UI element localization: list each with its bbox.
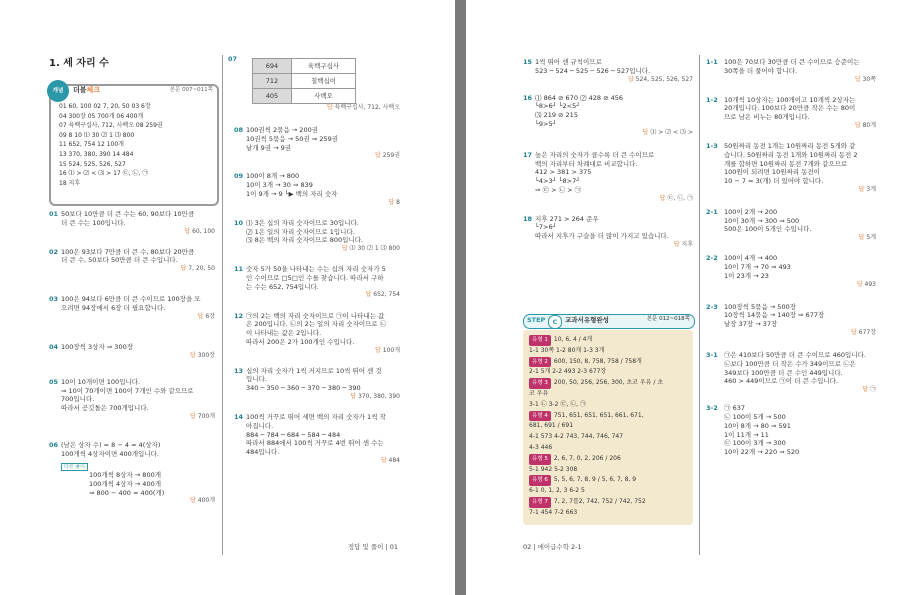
answer: 답 370, 380, 390 [246,393,400,401]
solution-line: 따라서 지후가 구슬을 더 많이 가지고 있습니다. [535,232,669,241]
step-row-text: 코 우유 [529,389,549,397]
question-body [61,295,215,321]
question-item [234,367,400,401]
step-row-text: 2, 6, 7, 0, 2, 206 / 206 [553,454,621,462]
solution-line: 100이 2개 → 200 [724,207,778,216]
step-type-tag: 유형 5 [529,454,551,465]
q07-number: 07 [228,55,238,63]
step-row [529,443,689,454]
solution-line: 50보다 10만큼 더 큰 수는 60, 90보다 10만큼 [61,210,195,218]
step-type-tag: 유형 6 [529,475,551,486]
question-item [234,265,400,299]
solution-line: 340 ─ 350 ─ 360 ─ 370 ─ 380 ─ 390 [246,384,361,393]
right-page [466,0,921,595]
question-number: 13 [234,366,244,375]
answer: 답 ㉢, ㉡, ㉠ [535,195,693,203]
answer: 답 6장 [61,313,215,321]
solution-line: 10이 22개 → 220 ⇒ 520 [724,448,800,457]
question-item [523,94,693,137]
question-body [535,215,693,249]
answer: 답 8 [246,199,400,207]
solution-line: 10개씩 10상자는 100개이고 10개씩 2상자는 [724,95,856,104]
answer: 답 3개 [724,186,876,194]
step-type-tag: 유형 1 [529,335,551,346]
step-row [529,475,689,486]
page-footer-right: 02 | 에이급수학 2-1 [523,543,582,552]
solution-line: ㉢ 100이 3개 → 300 [724,439,786,448]
question-body [724,254,876,288]
question-item [49,441,215,506]
solution-line: ⑶ 8은 백의 자리 숫자이므로 800입니다. [246,236,364,245]
table-cell-number: 712 [253,74,292,89]
answer: 답 484 [246,457,400,465]
question-body [246,172,400,206]
solution-line: 이 나타내는 값은 2입니다. [246,329,322,338]
step-circle: C [548,315,562,329]
solution-line: ㉠은 410보다 50만큼 더 큰 수이므로 460입니다. [724,351,866,360]
solution-line: 10이 8개 → 80 ⇒ 591 [724,421,791,430]
step-row [529,357,689,368]
answer: 답 100개 [246,347,400,355]
answer: 답 60, 100 [61,228,215,236]
question-item [523,151,693,203]
solution-line: 100은 70보다 30만큼 더 큰 수이므로 승준이는 [724,58,860,66]
solution-line: 으려면 94장에서 6장 더 필요합니다. [61,304,166,313]
question-body [61,441,215,506]
solution-line: 따라서 884에서 100씩 거꾸로 4번 뛰어 센 수는 [246,439,384,448]
review-box [49,84,219,206]
question-item [706,58,876,84]
review-ref: 본문 007~011쪽 [169,87,213,93]
solution-line: 412 > 381 > 375 [535,168,592,177]
section-title: 1. 세 자리 수 [49,58,109,69]
answer: 답 5개 [724,234,876,242]
step-label: STEP [527,316,546,324]
column-divider [222,55,223,555]
solution-line: └9>5┘ [535,119,557,128]
table-cell-number: 694 [253,59,292,74]
question-item [706,303,876,337]
solution-line: 10이 3개 → 30 ⇒ 839 [246,181,313,190]
question-item [234,413,400,465]
step-row [529,432,689,443]
solution-line: └4>3┘ └8>7┘ [535,177,581,186]
alt-solution-line: 100개씩 8상자 → 800개 [89,471,161,480]
question-item [706,142,876,194]
table-cell-word: 칠백십이 [292,74,356,89]
question-body [246,219,400,253]
solution-line: 100원이 되려면 10원짜리 동전이 [724,168,820,177]
solution-line: 10이 7개 → 70 ⇒ 493 [724,263,791,272]
step-type-tag: 유형 2 [529,357,551,368]
question-body [61,210,215,236]
question-body [724,96,876,130]
solution-line: ⑴ 3은 십의 자리 숫자이므로 30입니다. [246,218,359,227]
question-item [706,254,876,288]
review-line: 11 652, 754 12 100개 [59,141,124,149]
solution-line: 460 > 449이므로 ㉠이 더 큰 수입니다. [724,377,839,386]
answer: 답 259권 [246,152,400,160]
solution-line: ㉡ 100이 5개 → 500 [724,413,786,422]
step-box [523,330,693,525]
step-row-text: 751, 651, 651, 651, 661, 671, [553,411,644,419]
solution-line: 100개씩 4상자이면 400개입니다. [61,449,159,458]
step-row-text: 4-3 446 [529,443,553,451]
table-cell-word: 사백오 [292,89,356,104]
step-type-tag: 유형 7 [529,497,551,508]
question-number: 17 [523,150,533,159]
solution-line: └7>6┘ [535,223,557,232]
answer: 답 ⑴ > ⑵ < ⑶ > [535,129,693,137]
step-row [529,378,689,389]
right-column-1 [523,58,693,257]
question-number: 09 [234,172,244,181]
review-label-a: 더블 [73,86,87,94]
question-item [234,126,400,160]
question-body [246,413,400,465]
solution-line: 484입니다. [246,448,280,457]
question-item [706,351,876,394]
question-number: 2-3 [706,302,718,311]
alt-solution-line: ⇒ 800 − 400 = 400(개) [89,488,165,497]
question-number: 04 [49,342,59,351]
step-row [529,411,689,422]
question-item [523,215,693,249]
solution-line: 349보다 100만큼 더 큰 수인 449입니다. [724,368,843,377]
solution-line: 10이 30개 → 300 ⇒ 500 [724,216,800,225]
left-column-2 [234,126,400,473]
column-divider [699,55,700,555]
solution-line: 개를 합하면 10원짜리 동전 7개와 같으므로 [724,159,848,168]
step-row-text: 600, 150, 8, 758, 758 / 758개 [553,357,642,365]
question-number: 01 [49,210,59,218]
left-page [0,0,455,595]
left-column-1 [49,210,215,514]
solution-line: 아집니다. [246,421,274,430]
review-line: 13 370, 380, 390 14 484 [59,150,134,158]
review-answers [59,102,215,188]
solution-line: 은 200입니다. ㉡의 2는 일의 자리 숫자이므로 ㉡ [246,320,387,329]
step-row-text: 6-1 0, 1, 2, 3 6-2 5 [529,487,585,495]
solution-line: 습니다. 50원짜리 동전 1개와 10원짜리 동전 2 [724,150,858,159]
table-row [253,89,356,104]
solution-line: 30쪽을 더 풀어야 합니다. [724,66,798,75]
solution-line: 는 수는 652, 754입니다. [246,282,319,291]
answer: 답 80개 [724,122,876,130]
solution-line: 1이 9개 → 9 └▶ 백의 자리 숫자 [246,189,338,198]
step-row [529,400,689,411]
solution-line: 100은 93보다 7만큼 더 큰 수, 80보다 20만큼 [61,247,195,256]
solution-line: └8>6┘ └2<5┘ [535,102,581,111]
question-number: 1-2 [706,95,718,104]
solution-line: 100이 8개 → 800 [246,172,300,181]
solution-line: ㉠ 637 [724,404,745,413]
question-number: 1-3 [706,142,718,151]
question-number: 15 [523,58,533,66]
step-header [523,314,695,329]
table-row [253,74,356,89]
question-number: 02 [49,247,59,256]
question-body [724,58,876,84]
question-body [724,351,876,394]
step-row-text: 5-1 942 5-2 308 [529,465,578,473]
solution-line: 20개입니다. 100보다 20만큼 작은 수는 80이 [724,104,856,113]
solution-line: 500은 100이 5개인 수입니다. [724,225,812,234]
solution-line: 100장씩 5묶음 → 500장 [724,302,796,311]
question-number: 12 [234,311,244,320]
answer: 답 677장 [724,329,876,337]
question-number: 03 [49,295,59,304]
solution-line: 884 ─ 784 ─ 684 ─ 584 ─ 484 [246,430,341,439]
review-line: 16 ⑴ > ⑵ < ⑶ > 17 ㉢, ㉡, ㉠ [59,170,149,178]
review-line: 07 육백구십사, 712, 사백오 08 259권 [59,122,163,130]
step-type-tag: 유형 4 [529,411,551,422]
answer: 답 400개 [61,497,215,505]
question-body [535,94,693,137]
page-footer-left: 정답 및 풀이 | 01 [347,543,398,552]
step-row-text: 7-1 454 7-2 663 [529,508,578,516]
answer: 답 ㉠ [724,386,876,394]
answer: 답 30쪽 [724,76,876,84]
answer: 답 652, 754 [246,291,400,299]
solution-line: 10 − 7 = 3(개) 더 있어야 합니다. [724,177,824,186]
question-number: 2-2 [706,254,718,263]
solution-line: 10이 10개이면 100입니다. [61,377,141,386]
solution-line: 십의 자리 숫자가 1씩 커지므로 10씩 뛰어 센 것 [246,366,382,375]
solution-line: 숫자 5가 50을 나타내는 수는 십의 자리 숫자가 5 [246,265,386,274]
step-row [529,389,689,400]
question-body [246,312,400,355]
question-number: 16 [523,93,533,102]
question-number: 14 [234,413,244,422]
question-body [61,248,215,274]
solution-line: 523 ─ 524 ─ 525 ─ 526 ─ 527입니다. [535,66,651,75]
solution-line: 10장씩 14묶음 → 140장 ⇒ 677장 [724,311,825,320]
question-number: 18 [523,214,533,223]
step-row-text: 4-1 573 4-2 743, 744, 746, 747 [529,433,624,441]
question-body [246,367,400,401]
solution-line: 입니다. [246,375,267,384]
answer: 답 ⑴ 30 ⑵ 1 ⑶ 800 [246,245,400,253]
question-body [535,151,693,203]
solution-line: 100권씩 2묶음 → 200권 [246,126,318,134]
step-title: 교과서유형완성 [565,316,609,324]
review-label-b: 체크 [86,86,101,94]
question-item [523,58,693,84]
solution-line: 1씩 뛰어 센 규칙이므로 [535,58,602,66]
step-row-text: 3-1 ㉡ 3-2 ㉢, ㉡, ㉠ [529,400,586,408]
solution-line: 더 큰 수는 100입니다. [61,218,126,227]
solution-line: 100이 4개 → 400 [724,254,778,263]
answer-table [252,58,356,104]
solution-line: ㉡보다 100만큼 더 작은 수가 349이므로 ㉡은 [724,359,856,368]
review-line: 18 지후 [59,179,81,187]
review-line: 04 300장 05 700개 06 400개 [59,112,144,120]
question-number: 08 [234,126,244,134]
solution-line: 10권씩 5묶음 → 50권 ⇒ 259권 [246,134,338,143]
review-line: 09 8 10 ⑴ 30 ⑵ 1 ⑶ 800 [59,131,135,139]
solution-line: 백의 자리부터 차례대로 비교합니다. [535,159,638,168]
solution-line: 50원짜리 동전 1개는 10원짜리 동전 5개와 같 [724,142,856,151]
table-cell-number: 405 [253,89,292,104]
solution-line: 므로 남은 비누는 80개입니다. [724,113,810,122]
question-body [724,208,876,242]
solution-line: ⇒ 10이 70개이면 100이 7개인 수와 같으므로 [61,386,194,395]
solution-line: 100씩 거꾸로 뛰어 세면 백의 자리 숫자가 1씩 작 [246,413,386,422]
question-number: 11 [234,265,244,274]
right-column-2 [706,58,876,465]
answer: 답 493 [724,281,876,289]
question-item [49,295,215,321]
solution-line: ㉠의 2는 백의 자리 숫자이므로 ㉠이 나타내는 값 [246,311,385,320]
step-row-text: 7, 2, 7를2, 742, 752 / 742, 752 [553,497,646,505]
question-item [234,312,400,355]
question-number: 3-2 [706,404,718,413]
question-item [234,219,400,253]
question-item [49,210,215,236]
solution-line: 낱장 37장 → 37장 [724,320,778,329]
question-item [49,343,215,360]
question-body [61,343,215,360]
solution-line: 인 수이므로 □5□인 수를 찾습니다. 따라서 구하 [246,273,384,282]
table-cell-word: 육백구십사 [292,59,356,74]
answer: 답 지후 [535,241,693,249]
solution-line: ⑶ 219 ⊘ 215 [535,111,578,120]
question-number: 3-1 [706,351,718,360]
step-ref: 본문 012~018쪽 [646,316,690,322]
step-row [529,367,689,378]
solution-line: ⑵ 1은 일의 자리 숫자이므로 1입니다. [246,227,355,236]
question-body [246,126,400,160]
alt-solution [61,462,215,497]
step-row-text: 5, 5, 6, 7, 8, 9 / 5, 6, 7, 8, 9 [553,476,637,484]
step-row-text: 681, 691 / 691 [529,422,574,430]
question-number: 1-1 [706,58,718,66]
q07-answer: 답 육백구십사, 712, 사백오 [240,104,400,112]
solution-line: ⑴ 864 ⊘ 670 ⑵ 428 ⊘ 456 [535,93,623,102]
question-number: 06 [49,440,59,449]
alt-solution-line: 100개씩 4상자 → 400개 [89,479,161,488]
question-number: 10 [234,218,244,227]
solution-line: 낱개 9권 → 9권 [246,143,292,152]
solution-line: 높은 자리의 숫자가 클수록 더 큰 수이므로 [535,150,655,159]
solution-line: (남은 상자 수) = 8 − 4 = 4(상자) [61,440,161,449]
solution-line: 700입니다. [61,395,95,404]
step-row [529,497,689,508]
question-body [724,142,876,194]
step-row [529,346,689,357]
question-body [724,404,876,457]
question-number: 05 [49,377,59,386]
solution-line: 100은 94보다 6만큼 더 큰 수이므로 100장을 모 [61,295,201,304]
step-row [529,465,689,476]
step-row [529,335,689,346]
alt-solution-tag: 다른 풀이 [61,463,88,471]
solution-line: 100장씩 3상자 ⇒ 300장 [61,342,133,351]
question-item [706,96,876,130]
answer: 답 524, 525, 526, 527 [535,76,693,84]
question-item [49,378,215,421]
question-body [535,58,693,84]
step-row [529,486,689,497]
step-row-text: 10, 6, 4 / 4개 [553,336,593,343]
step-row-text: 1-1 30쪽 1-2 80개 1-3 3개 [529,346,605,354]
solution-line: 따라서 200은 2가 100개인 수입니다. [246,337,355,346]
step-row-text: 200, 50, 256, 256, 300, 초코 우유 / 초 [553,379,664,387]
table-row [253,59,356,74]
review-line: 15 524, 525, 526, 527 [59,160,126,168]
step-row-text: 2-1 5개 2-2 493 2-3 677장 [529,368,607,376]
answer: 답 7, 20, 50 [61,265,215,273]
question-item [49,248,215,274]
step-row [529,454,689,465]
solution-line: 따라서 공깃돌은 700개입니다. [61,404,149,413]
step-type-tag: 유형 3 [529,378,551,389]
concept-badge: 개념 [47,80,69,102]
step-row [529,421,689,432]
question-body [61,378,215,421]
solution-line: 1이 11개 → 11 [724,430,769,439]
answer: 답 700개 [61,413,215,421]
solution-line: 1이 23개 → 23 [724,271,769,280]
solution-line: 더 큰 수, 50보다 50만큼 더 큰 수입니다. [61,256,178,265]
question-item [234,172,400,206]
solution-line: 지후 271 > 264 준우 [535,214,599,223]
question-item [706,404,876,457]
step-row [529,508,689,519]
question-body [724,303,876,337]
question-number: 2-1 [706,207,718,216]
solution-line: ⇒ ㉢ > ㉡ > ㉠ [535,185,582,194]
answer: 답 300장 [61,352,215,360]
question-body [246,265,400,299]
review-line: 01 60, 100 02 7, 20, 50 03 6장 [59,103,151,110]
question-item [706,208,876,242]
